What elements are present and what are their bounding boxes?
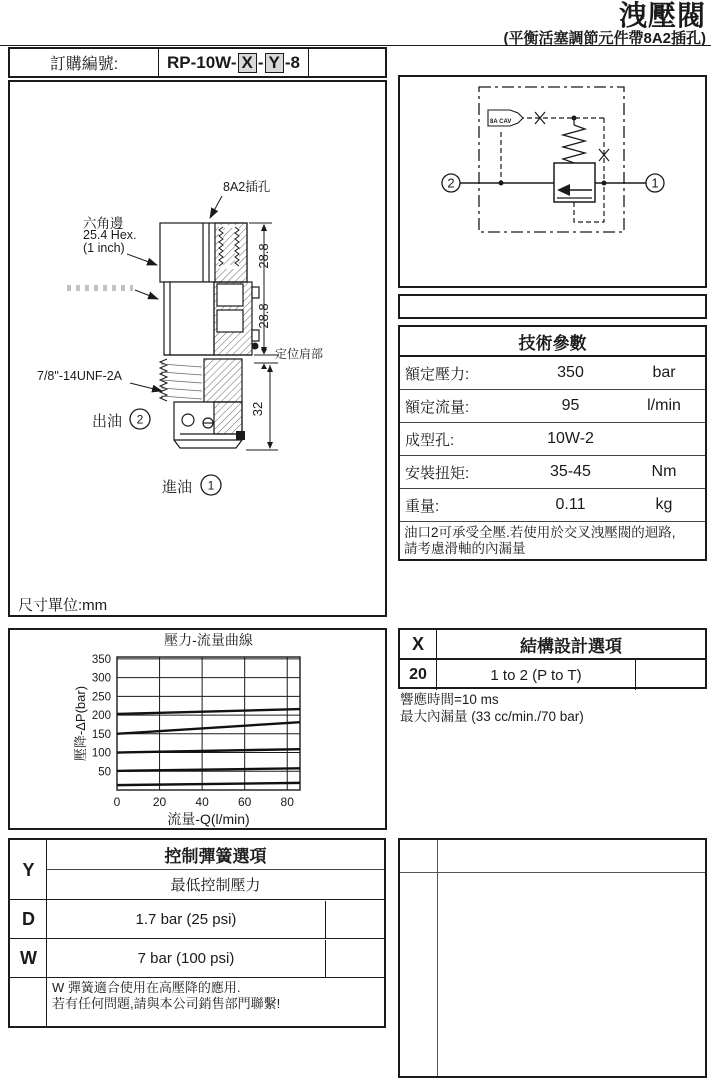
y-options-table — [8, 838, 386, 1028]
table-row — [400, 456, 705, 489]
x-note-line1: 響應時間=10 ms — [400, 692, 499, 707]
hex-label-inch: (1 inch) — [83, 241, 125, 255]
x-option-code: 20 — [400, 660, 437, 690]
chart-series-setting-50-bar — [117, 768, 300, 771]
table-row — [10, 901, 384, 939]
y-options-subtitle: 最低控制壓力 — [170, 877, 261, 894]
schematic-cavity-tag: 8A CAV — [490, 119, 512, 125]
erased-label-marks — [67, 285, 133, 291]
tech-params-title: 技術參數 — [400, 327, 705, 357]
order-code-x-placeholder: X — [238, 53, 257, 73]
tech-params-note — [400, 522, 705, 557]
param-unit: Nm — [651, 463, 677, 480]
hex-label-size: 25.4 Hex. — [83, 228, 137, 242]
chart-ylabel: 壓降-ΔP(bar) — [73, 685, 88, 762]
chart-series-setting-100-bar — [117, 749, 300, 752]
order-code-suffix: -8 — [284, 52, 301, 72]
bottom-right-row-divider — [400, 872, 705, 873]
x-note-line2: 最大內漏量 (33 cc/min./70 bar) — [400, 708, 584, 724]
y-option-code-w: W — [20, 948, 37, 968]
order-code-prefix: RP-10W- — [166, 52, 237, 72]
order-code-y-placeholder: Y — [265, 53, 284, 73]
inlet-label: 進油 — [162, 479, 193, 496]
svg-text:20: 20 — [152, 795, 167, 809]
svg-text:350: 350 — [91, 653, 111, 666]
x-option-desc: 1 to 2 (P to T) — [437, 660, 636, 690]
svg-text:100: 100 — [91, 747, 111, 760]
param-label: 額定壓力: — [405, 365, 470, 383]
param-value: 35-45 — [550, 463, 591, 480]
page-title: 洩壓閥 — [618, 0, 706, 31]
schematic-port-2: 2 — [447, 175, 455, 191]
bottom-right-empty-table — [398, 838, 707, 1078]
svg-text:250: 250 — [91, 691, 111, 704]
order-code-value — [159, 49, 309, 76]
pressure-flow-chart-panel — [8, 628, 387, 830]
param-label: 重量: — [405, 497, 440, 515]
tech-params-table — [398, 325, 707, 561]
cavity-label: 8A2插孔 — [223, 180, 271, 194]
tech-note-line2: 請考慮滑軸的內漏量 — [404, 541, 526, 556]
valve-cross-section-drawing — [10, 82, 385, 615]
table-row — [400, 357, 705, 390]
y-options-note — [52, 980, 280, 1012]
svg-text:80: 80 — [280, 795, 294, 809]
dim-32: 32 — [250, 401, 265, 417]
thread-spec-label: 7/8"-14UNF-2A — [37, 369, 123, 383]
dim-28-8-lower: 28.8 — [256, 303, 271, 329]
y-options-title: 控制彈簧選項 — [47, 840, 384, 870]
svg-text:60: 60 — [237, 795, 252, 809]
svg-text:40: 40 — [195, 795, 209, 809]
y-option-code-d: D — [22, 908, 35, 929]
table-row — [400, 390, 705, 423]
table-row — [400, 660, 705, 690]
svg-text:200: 200 — [91, 710, 111, 723]
svg-text:150: 150 — [91, 728, 111, 741]
svg-text:50: 50 — [98, 766, 111, 779]
order-code-dash: - — [257, 52, 264, 72]
y-note-line2: 若有任何問題,請與本公司銷售部門聯繫! — [52, 996, 281, 1011]
chart-series-setting-150-bar — [117, 722, 300, 734]
param-value: 10W-2 — [547, 430, 594, 447]
y-option-empty-cell — [325, 940, 384, 977]
param-unit: bar — [652, 364, 676, 381]
chart-title: 壓力-流量曲線 — [164, 632, 253, 648]
units-note: 尺寸單位:mm — [18, 597, 108, 614]
x-options-letter: X — [400, 630, 437, 658]
hydraulic-schematic — [400, 77, 705, 286]
page-subtitle: (平衡活塞調節元件帶8A2插孔) — [503, 30, 706, 47]
svg-text:300: 300 — [91, 672, 111, 685]
param-unit: kg — [655, 496, 673, 513]
chart-series-setting-15-bar — [117, 783, 300, 785]
param-value: 0.11 — [555, 496, 586, 513]
table-row — [400, 423, 705, 456]
order-code-table — [8, 47, 387, 78]
param-unit: l/min — [647, 397, 681, 414]
param-label: 安裝扭矩: — [405, 464, 470, 482]
y-note-line1: W 彈簧適合使用在高壓降的應用. — [52, 980, 241, 995]
y-option-desc-w: 7 bar (100 psi) — [137, 950, 235, 967]
chart-series-setting-200-bar — [117, 709, 300, 714]
y-option-empty-cell — [325, 901, 384, 938]
outlet-label: 出油 — [92, 413, 123, 430]
bottom-right-column-divider — [437, 840, 438, 1076]
order-code-label: 訂購編號: — [10, 49, 159, 76]
order-code-empty-cell — [309, 49, 385, 76]
x-option-empty-cell — [636, 660, 705, 690]
title-block — [503, 1, 706, 47]
dimension-drawing-panel — [8, 80, 387, 617]
schematic-port-1: 1 — [651, 175, 659, 191]
shoulder-label: 定位肩部 — [275, 347, 324, 361]
tech-note-line1: 油口2可承受全壓.若使用於交叉洩壓閥的迴路, — [404, 525, 676, 540]
inlet-port-number: 1 — [207, 478, 215, 493]
param-label: 額定流量: — [405, 398, 470, 416]
pressure-flow-chart — [10, 630, 385, 828]
dim-28-8-upper: 28.8 — [256, 243, 271, 269]
param-value: 95 — [561, 397, 580, 414]
table-row — [400, 489, 705, 522]
chart-xlabel: 流量-Q(l/min) — [167, 811, 250, 827]
hydraulic-schematic-panel — [398, 75, 707, 288]
outlet-port-number: 2 — [136, 412, 144, 427]
x-options-title: 結構設計選項 — [520, 636, 622, 656]
table-row — [10, 940, 384, 978]
x-options-note — [400, 692, 584, 725]
y-options-letter: Y — [22, 860, 35, 880]
param-label: 成型孔: — [405, 431, 455, 449]
param-value: 350 — [557, 364, 584, 381]
svg-text:0: 0 — [113, 795, 121, 809]
hex-label-cn: 六角邊 — [83, 216, 124, 231]
y-option-desc-d: 1.7 bar (25 psi) — [135, 910, 237, 928]
empty-strip-panel — [398, 294, 707, 319]
header-divider — [0, 45, 711, 46]
x-options-table — [398, 628, 707, 689]
